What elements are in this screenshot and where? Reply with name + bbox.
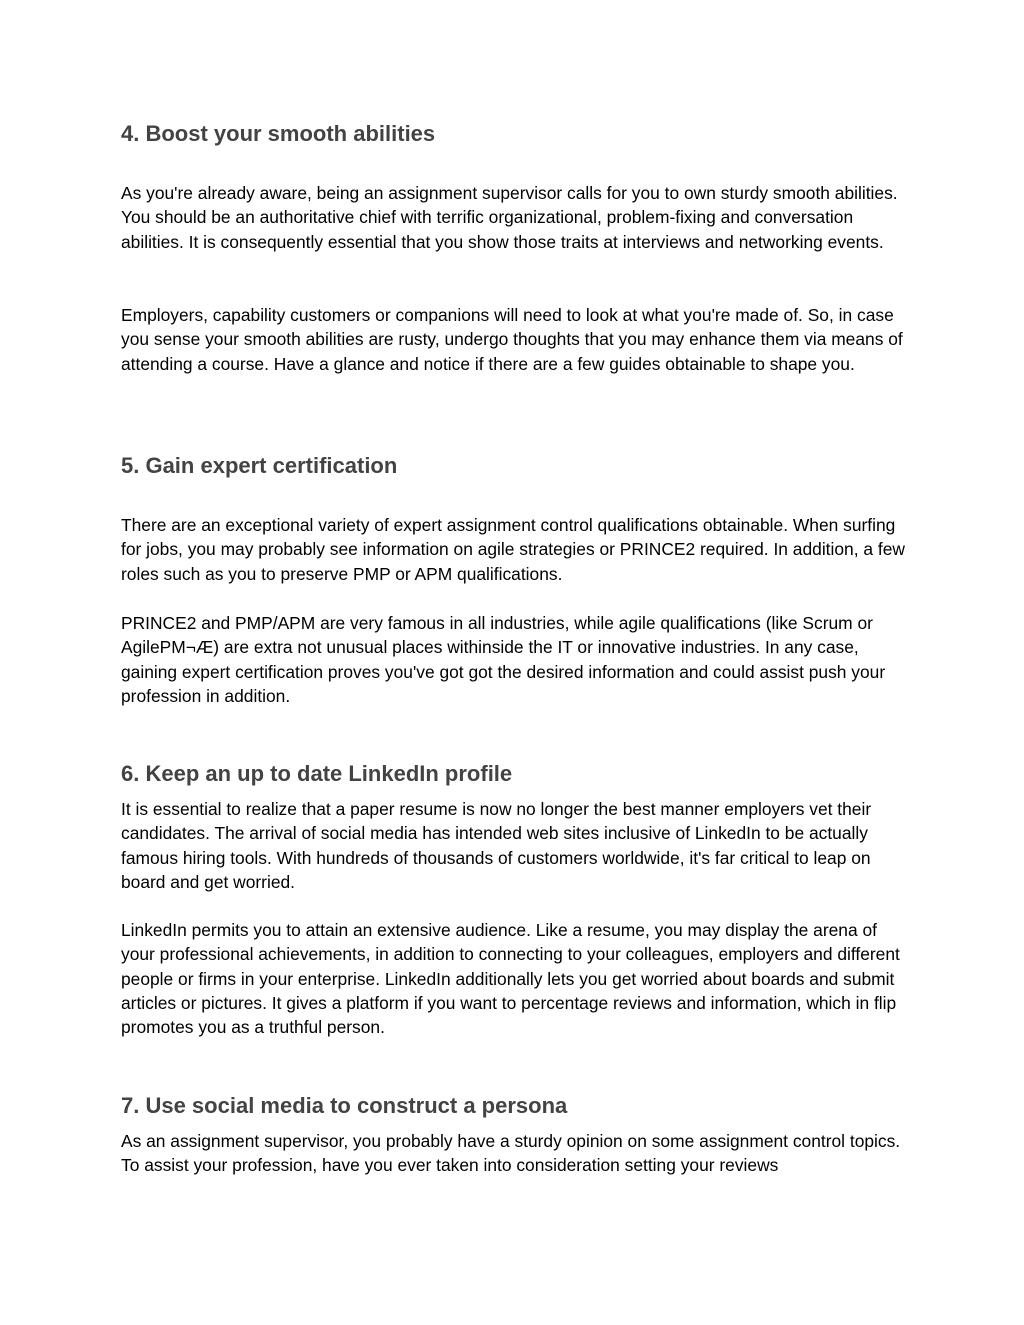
section-4-paragraph-2: Employers, capability customers or companions will need to look at what you're made of. So, in case you sense your smooth abilities are rusty, undergo thoughts that you may enhance them via means of attending a course. Have a glance and notice if there are a few guides obtainable to shape you.	[121, 305, 903, 374]
section-heading-5: 5. Gain expert certification	[121, 453, 398, 478]
section-4-paragraph-1: As you're already aware, being an assignment supervisor calls for you to own sturdy smooth abilities. You should be an authoritative chief with terrific organizational, problem-fixing and conversation abilities. It is consequently essential that you show those traits at interviews and networking events.	[121, 183, 898, 252]
section-heading-7: 7. Use social media to construct a persona	[121, 1093, 568, 1118]
section-heading-4: 4. Boost your smooth abilities	[121, 121, 436, 146]
section-7-paragraph-1: As an assignment supervisor, you probably have a sturdy opinion on some assignment control topics. To assist your profession, have you ever taken into consideration setting your reviews	[121, 1131, 901, 1176]
section-5-paragraph-2: PRINCE2 and PMP/APM are very famous in all industries, while agile qualifications (like Scrum or AgilePM¬Æ) are extra not unusual places withinside the IT or innovative industries. In any case, gaining expert certification proves you've got got the desired information and could assist push your profession in addition.	[121, 613, 886, 706]
section-6-paragraph-1: It is essential to realize that a paper resume is now no longer the best manner employers vet their candidates. The arrival of social media has intended web sites inclusive of LinkedIn to be actually famous hiring tools. With hundreds of thousands of customers worldwide, it's far critical to leap on board and get worried.	[121, 799, 872, 892]
section-6-paragraph-2: LinkedIn permits you to attain an extensive audience. Like a resume, you may display the arena of your professional achievements, in addition to connecting to your colleagues, employers and different people or firms in your enterprise. LinkedIn additionally lets you get worried about boards and submit articles or pictures. It gives a platform if you want to percentage reviews and information, which in flip promotes you as a truthful person.	[121, 920, 900, 1038]
section-5-paragraph-1: There are an exceptional variety of expert assignment control qualifications obtainable. When surfing for jobs, you may probably see information on agile strategies or PRINCE2 required. In addition, a few roles such as you to preserve PMP or APM qualifications.	[121, 515, 905, 584]
section-heading-6: 6. Keep an up to date LinkedIn profile	[121, 761, 513, 786]
